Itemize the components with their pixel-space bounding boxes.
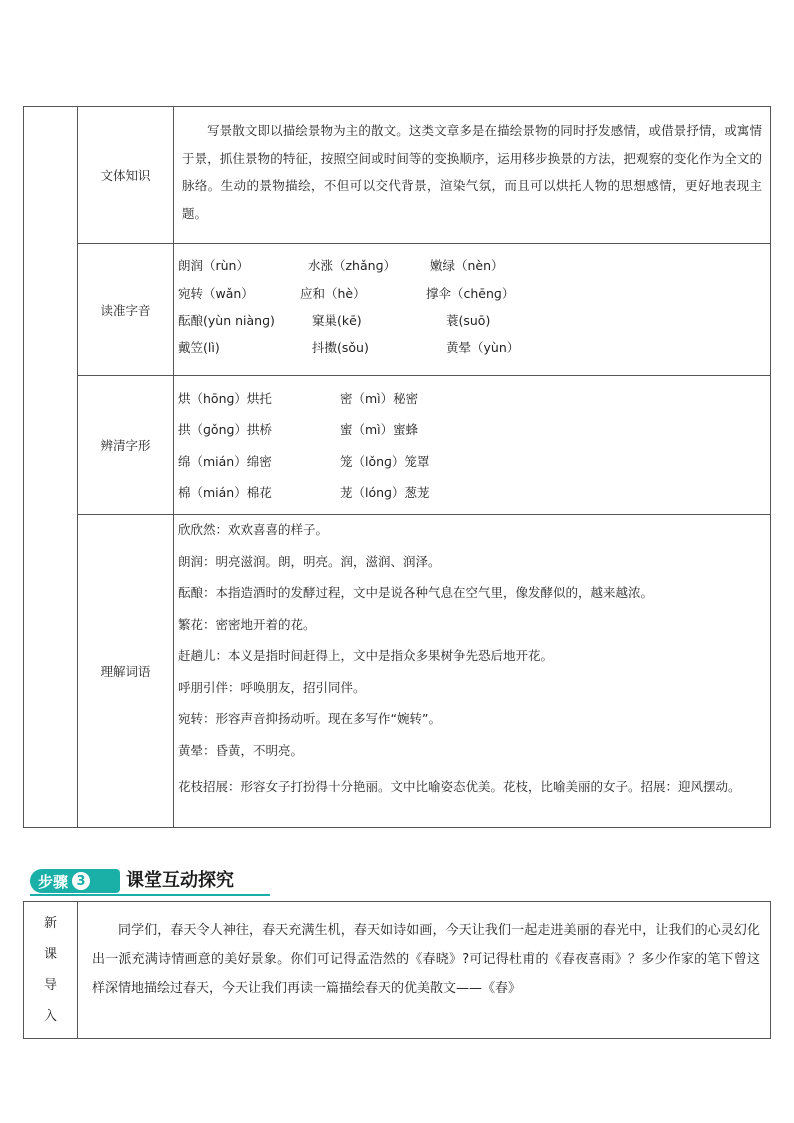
pron-word: 酝酿(yùn niànɡ) xyxy=(178,313,275,328)
pron-word: 水涨（zhǎnɡ） xyxy=(308,258,397,273)
glyph-item: 棉（mián）棉花 xyxy=(178,485,272,500)
glyph-item: 烘（hōnɡ）烘托 xyxy=(178,391,272,406)
label-vocab: 理解词语 xyxy=(78,515,174,827)
vocab-item: 呼朋引伴：呼唤朋友，招引同伴。 xyxy=(178,680,366,695)
step-number: 3 xyxy=(72,872,90,890)
pron-word: 窠巢(kē) xyxy=(312,313,362,328)
intro-label xyxy=(24,902,78,1038)
intro-text: 同学们，春天令人神往，春天充满生机，春天如诗如画，今天让我们一起走进美丽的春光中，让我们的心灵幻化出一派充满诗情画意的美好景象。你们可记得孟浩然的《春晓》?可记得杜甫的《春夜喜雨》？多少作家的笔下曾这样深情地描绘过春天，今天让我们再读一篇描绘春天的优美散文——《春》 xyxy=(92,923,760,996)
intro-label-char: 入 xyxy=(43,1009,57,1024)
intro-table xyxy=(23,901,771,1039)
glyph-item: 笼（lǒnɡ）笼罩 xyxy=(340,454,430,469)
label-glyphs: 辨清字形 xyxy=(78,376,174,514)
vocab-item: 花枝招展：形容女子打扮得十分艳丽。文中比喻姿态优美。花枝，比喻美丽的女子。招展：迎风摆动。 xyxy=(178,779,741,794)
content-pronunciation xyxy=(174,244,770,375)
vocab-item: 黄晕：昏黄，不明亮。 xyxy=(178,743,304,758)
pron-word: 宛转（wǎn） xyxy=(178,286,254,301)
content-genre xyxy=(174,107,770,243)
step-underline xyxy=(30,894,270,896)
glyph-item: 蜜（mì）蜜蜂 xyxy=(340,422,419,437)
pron-word: 戴笠(lì) xyxy=(178,340,220,355)
row-glyphs xyxy=(78,376,770,515)
vocab-item: 酝酿：本指造酒时的发酵过程，文中是说各种气息在空气里，像发酵似的，越来越浓。 xyxy=(178,585,654,600)
glyph-item: 拱（ɡǒnɡ）拱桥 xyxy=(178,422,272,437)
row-genre xyxy=(78,107,770,244)
content-glyphs xyxy=(174,376,770,514)
pron-word: 应和（hè） xyxy=(300,286,366,301)
pron-word: 蓑(suō) xyxy=(446,313,491,328)
vocab-item: 赶趟儿：本义是指时间赶得上，文中是指众多果树争先恐后地开花。 xyxy=(178,648,554,663)
intro-label-char: 课 xyxy=(43,947,57,962)
step-badge-label: 步骤 xyxy=(38,872,69,891)
vocab-item: 欣欣然：欢欢喜喜的样子。 xyxy=(178,522,329,537)
vocab-item: 宛转：形容声音抑扬动听。现在多写作“婉转”。 xyxy=(178,711,441,726)
pron-word: 黄晕（yùn） xyxy=(446,340,520,355)
label-pronunciation: 读准字音 xyxy=(78,244,174,375)
intro-label-char: 新 xyxy=(43,916,57,931)
vocab-item: 朗润：明亮滋润。朗，明亮。润，滋润、润泽。 xyxy=(178,554,441,569)
intro-label-char: 导 xyxy=(43,978,57,993)
pron-word: 抖擞(sǒu) xyxy=(312,340,369,355)
blank-left-column xyxy=(24,107,78,827)
pron-word: 嫩绿（nèn） xyxy=(430,258,504,273)
glyph-item: 密（mì）秘密 xyxy=(340,391,419,406)
knowledge-table xyxy=(23,106,771,828)
step-badge xyxy=(30,869,120,893)
vocab-item: 繁花：密密地开着的花。 xyxy=(178,617,316,632)
glyph-item: 绵（mián）绵密 xyxy=(178,454,272,469)
row-vocab xyxy=(78,515,770,827)
pron-word: 撑伞（chēnɡ） xyxy=(426,286,515,301)
label-genre: 文体知识 xyxy=(78,107,174,243)
content-vocab xyxy=(174,515,770,827)
row-pronunciation xyxy=(78,244,770,376)
step-title: 课堂互动探究 xyxy=(126,870,234,891)
genre-text: 写景散文即以描绘景物为主的散文。这类文章多是在描绘景物的同时抒发感情，或借景抒情，或寓情于景，抓住景物的特征，按照空间或时间等的变换顺序，运用移步换景的方法，把观察的变化作为全文的脉络。生动的景物描绘，不但可以交代背景，渲染气氛，而且可以烘托人物的思想感情，更好地表现主题。 xyxy=(182,123,762,221)
glyph-item: 茏（lónɡ）葱茏 xyxy=(340,485,430,500)
pron-word: 朗润（rùn） xyxy=(178,258,249,273)
step-heading xyxy=(30,869,270,895)
